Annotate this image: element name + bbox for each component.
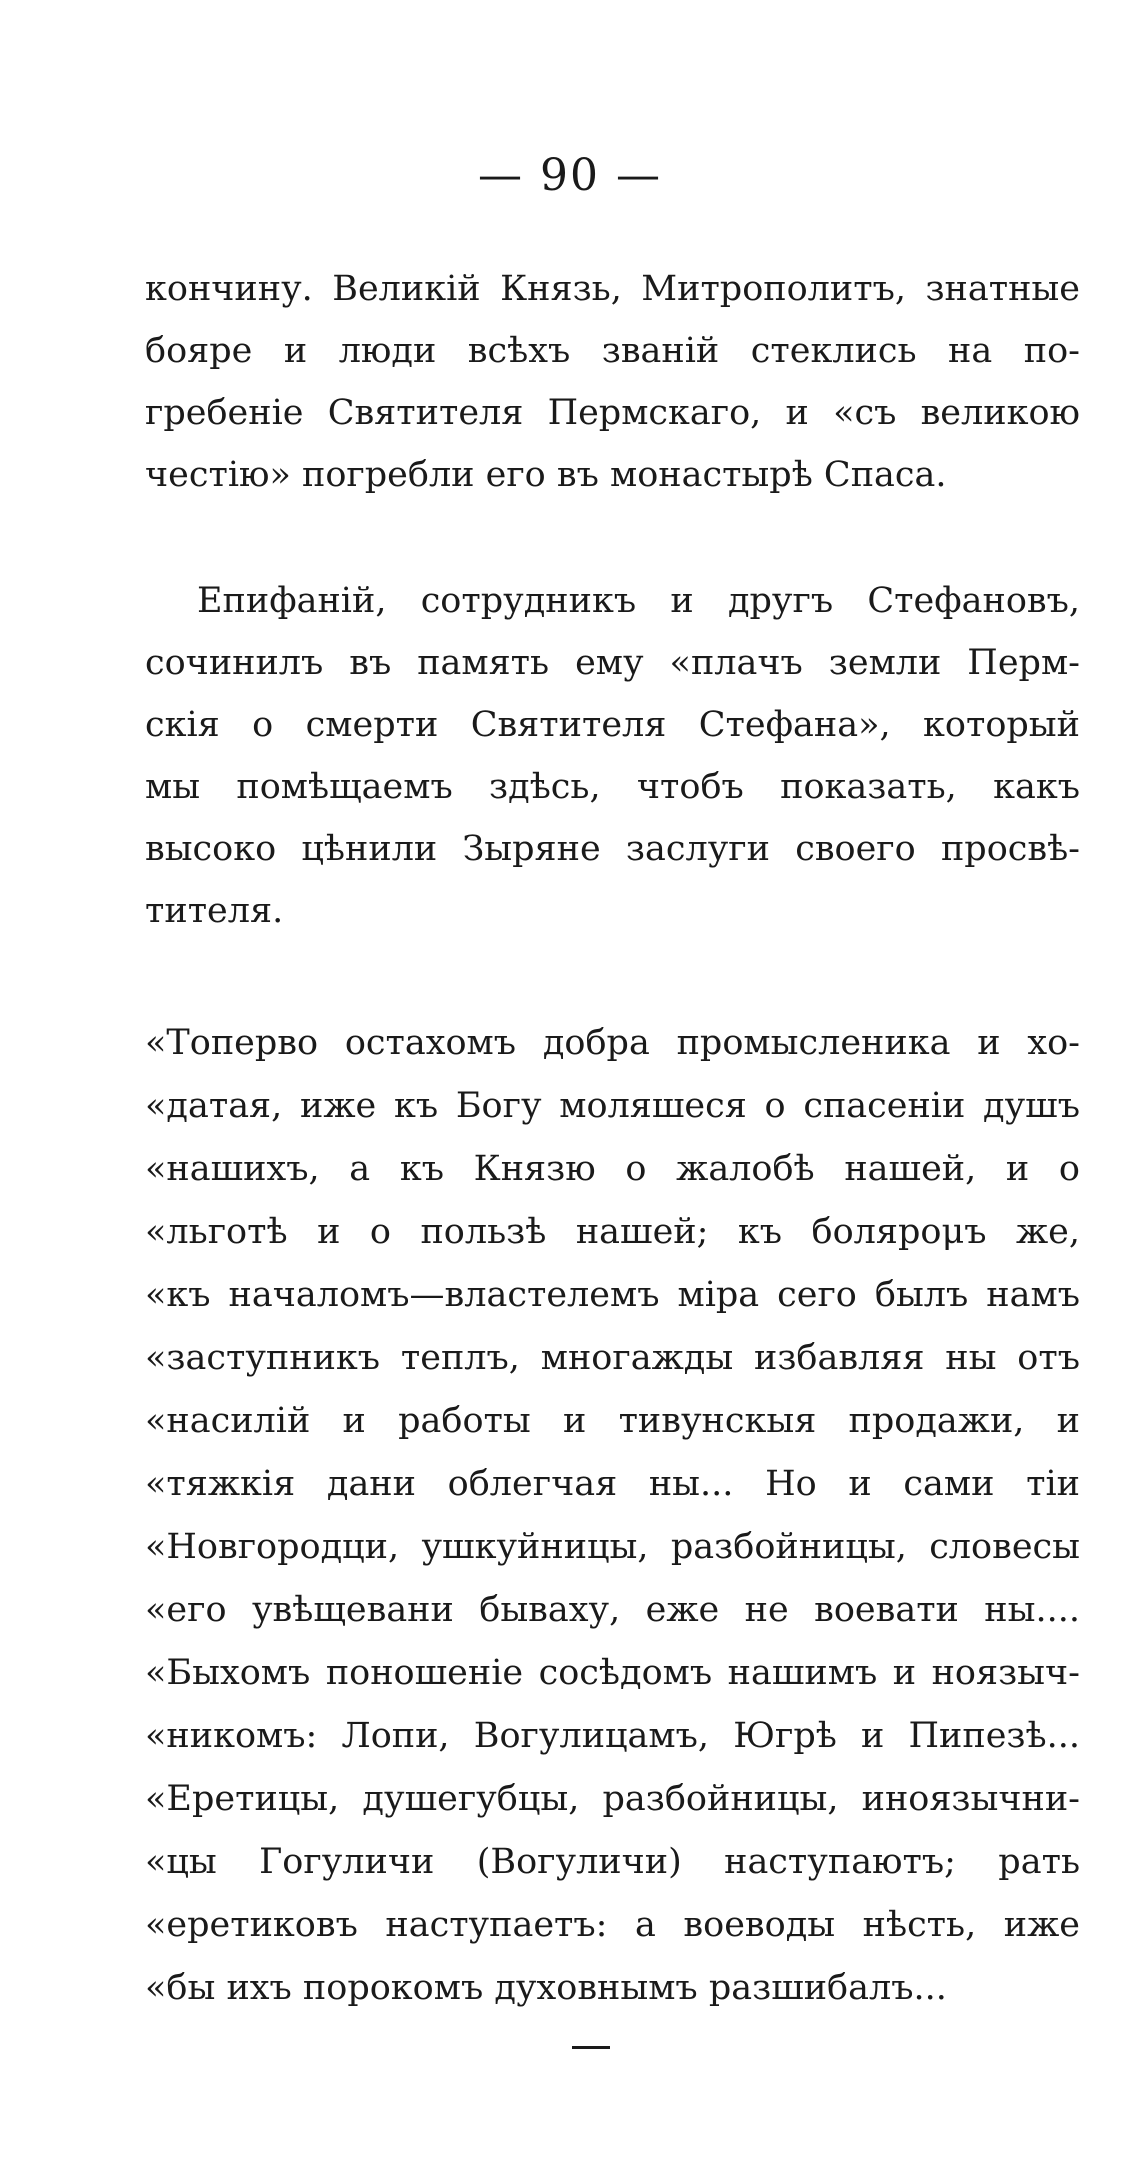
text-line: высоко цѣнили Зыряне заслуги своего просвѣ- [145,829,1080,869]
text-line: «датая, иже къ Богу моляшеся о спасеніи душъ [145,1086,1080,1126]
catchword-dash [572,2046,610,2049]
text-line: «его увѣщевани бываху, еже не воевати ны.... [145,1590,1080,1630]
text-line: «бы ихъ порокомъ духовнымъ разшибалъ... [145,1968,947,2008]
text-line: сочинилъ въ память ему «плачъ земли Перм- [145,643,1080,683]
text-line: кончину. Великій Князь, Митрополитъ, знатные [145,269,1080,309]
text-line: честію» погребли его въ монастырѣ Спаса. [145,455,947,495]
paragraph-3-quotation [145,1012,1080,2020]
text-line: «никомъ: Лопи, Вогулицамъ, Югрѣ и Пипезѣ... [145,1716,1080,1756]
page-number: — 90 — [478,150,662,201]
paragraph-2 [145,570,1080,942]
text-line: «Новгородци, ушкуйницы, разбойницы, словесы [145,1527,1080,1567]
text-line: тителя. [145,891,284,931]
text-line: «Топерво остахомъ добра промысленика и хо- [145,1023,1080,1063]
text-line: «еретиковъ наступаетъ: а воеводы нѣсть, иже [145,1905,1080,1945]
text-line: Епифаній, сотрудникъ и другъ Стефановъ, [197,581,1080,621]
text-line: бояре и люди всѣхъ званій стеклись на по- [145,331,1080,371]
text-line: «льготѣ и о пользѣ нашей; къ болярομъ же, [145,1212,1080,1252]
text-line: скія о смерти Святителя Стефана», который [145,705,1080,745]
text-line: гребеніе Святителя Пермскаго, и «съ великою [145,393,1080,433]
text-line: «Быхомъ поношеніе сосѣдомъ нашимъ и ноязыч- [145,1653,1080,1693]
text-line: «Еретицы, душегубцы, разбойницы, иноязычни- [145,1779,1080,1819]
paragraph-1 [145,258,1080,506]
text-line: «тяжкія дани облегчая ны... Но и сами тіи [145,1464,1080,1504]
text-line: «нашихъ, а къ Князю о жалобѣ нашей, и о [145,1149,1080,1189]
text-line: «насилій и работы и тивунскыя продажи, и [145,1401,1080,1441]
text-line: мы помѣщаемъ здѣсь, чтобъ показать, какъ [145,767,1080,807]
text-line: «цы Гогуличи (Вогуличи) наступаютъ; рать [145,1842,1080,1882]
text-line: «заступникъ теплъ, многажды избавляя ны отъ [145,1338,1080,1378]
text-line: «къ началомъ—властелемъ міра сего былъ намъ [145,1275,1080,1315]
